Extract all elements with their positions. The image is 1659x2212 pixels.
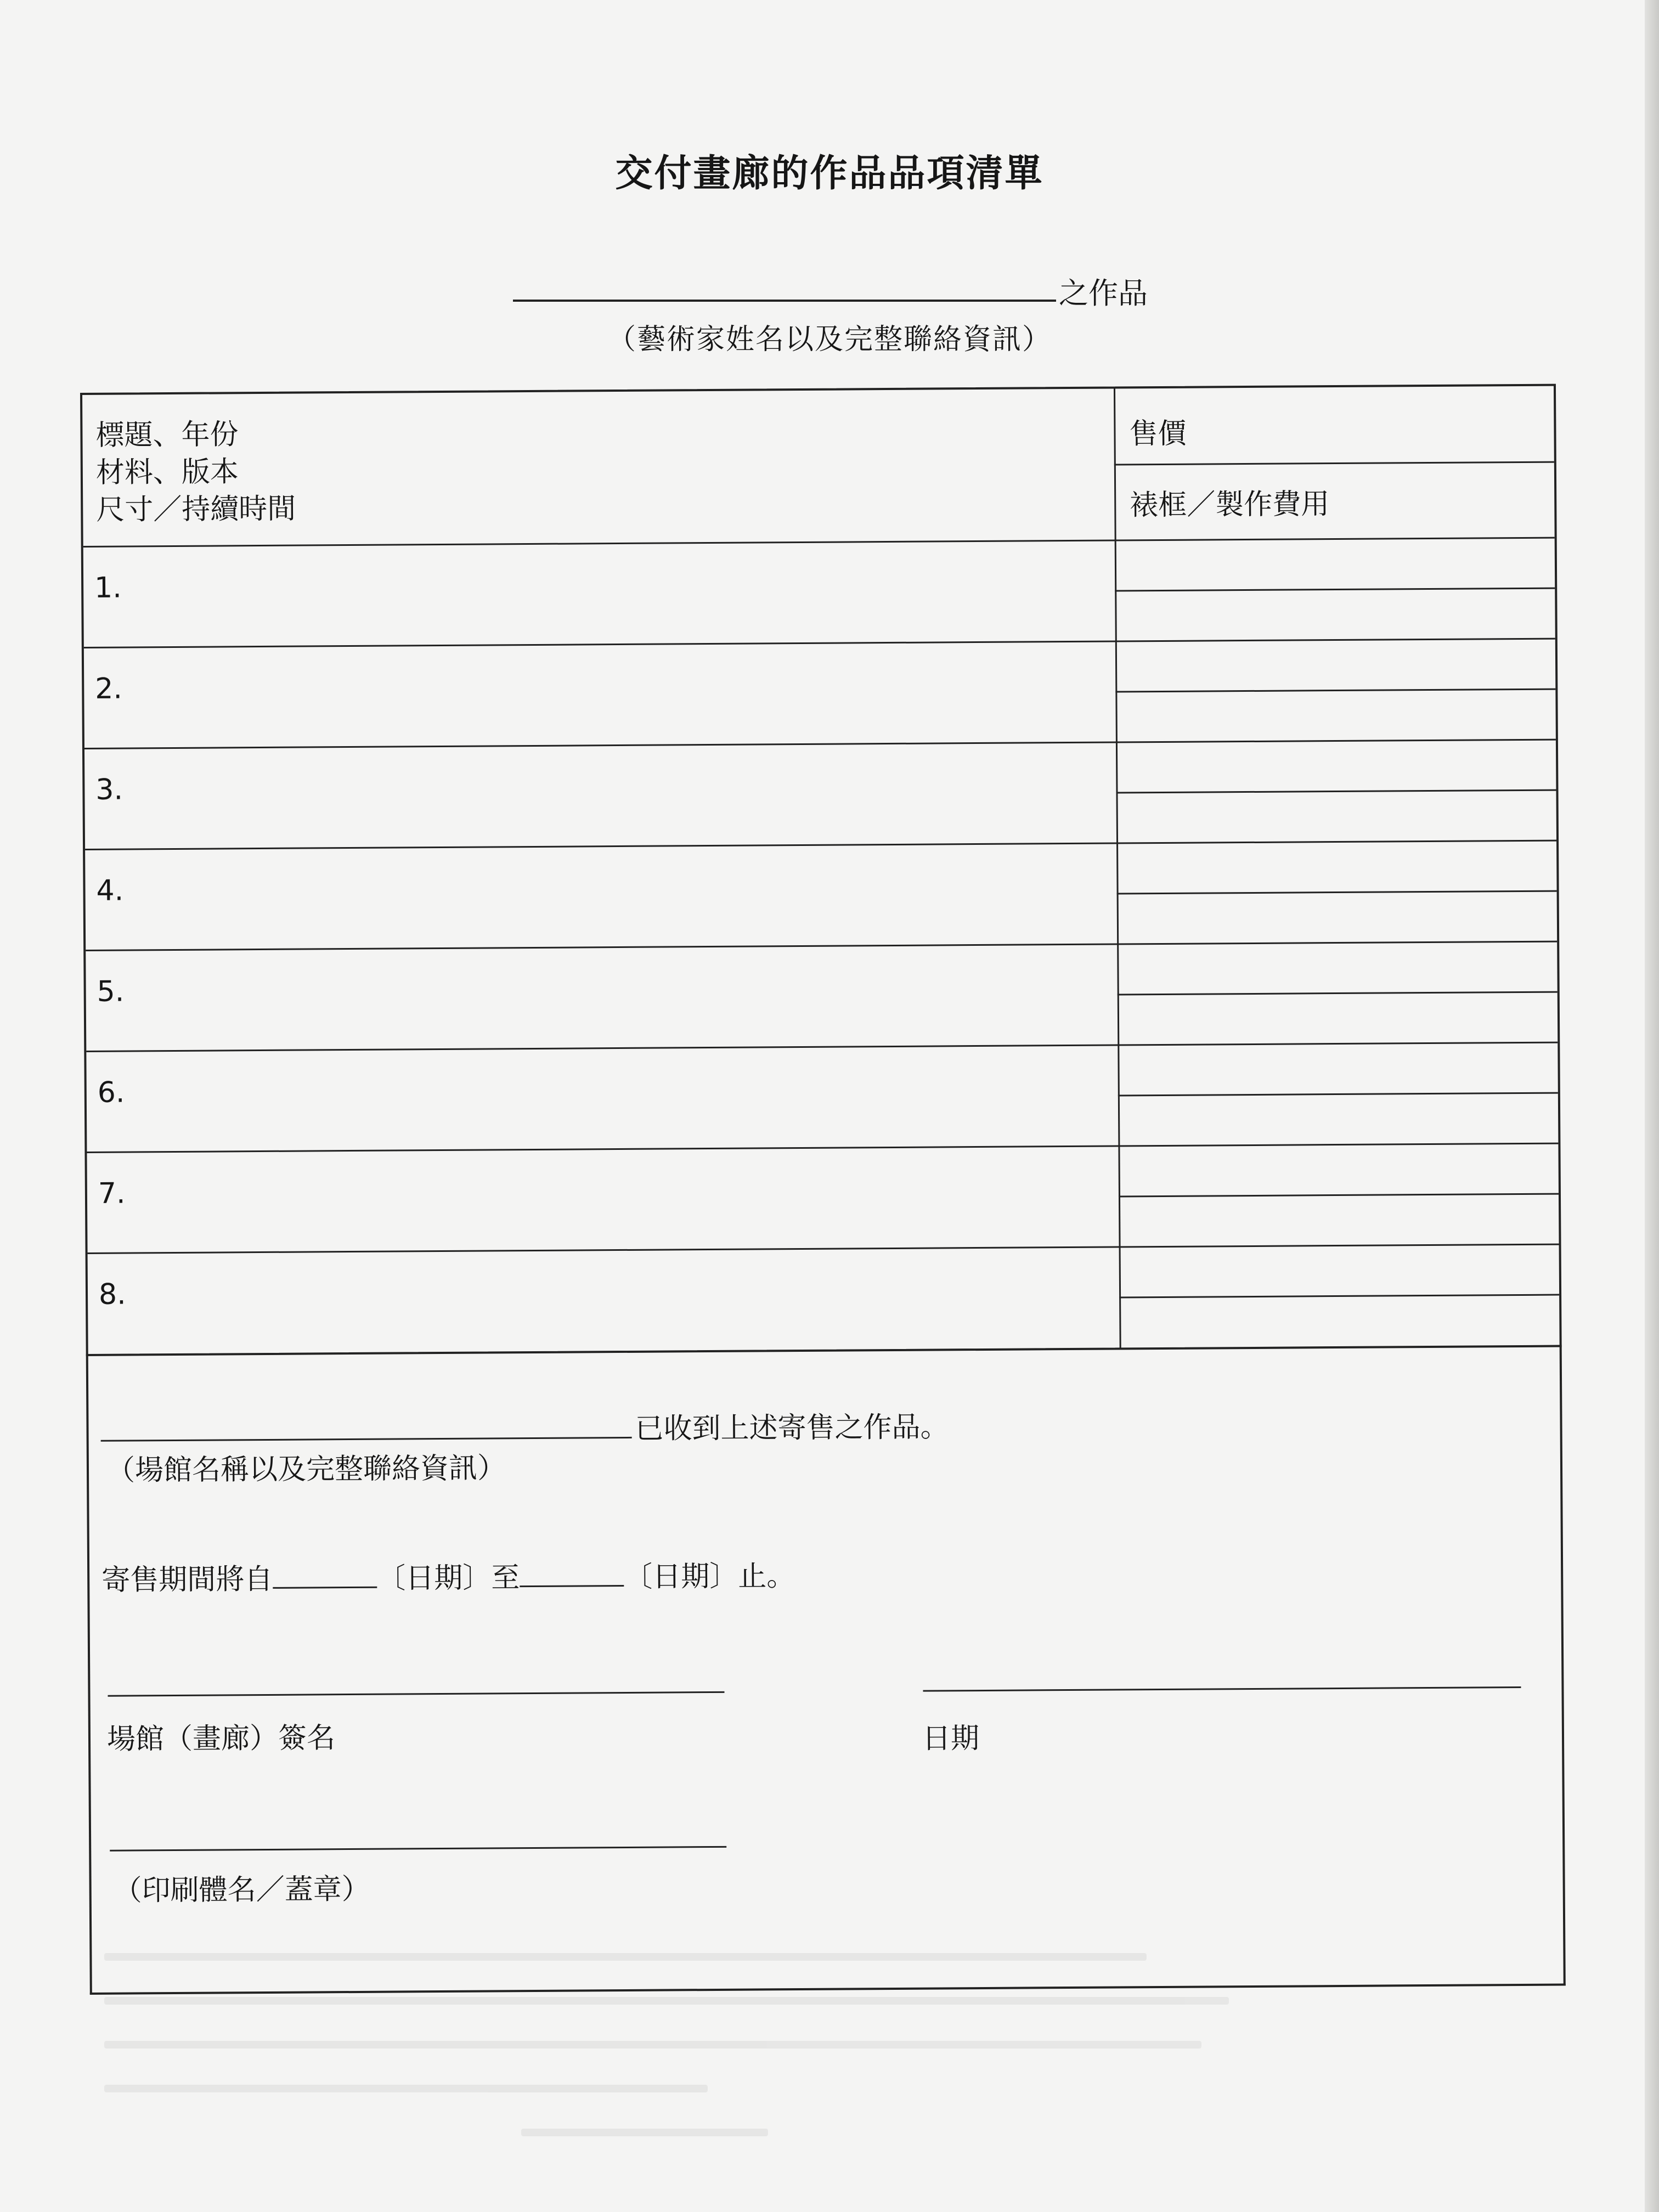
table-row-number: 8. — [98, 1278, 126, 1311]
date-label: 日期 — [922, 1722, 980, 1756]
artwork-table — [80, 384, 1562, 1356]
end-date-field[interactable] — [520, 1563, 624, 1587]
period-prefix: 寄售期間將自 — [101, 1562, 273, 1597]
page-title: 交付畫廊的作品品項清單 — [615, 152, 1044, 195]
table-row-rule — [84, 638, 1555, 648]
table-row-number: 5. — [97, 975, 125, 1008]
header-size-duration: 尺寸／持續時間 — [96, 492, 296, 527]
header-price-rule — [1114, 461, 1554, 466]
table-row-rule — [88, 1244, 1559, 1254]
venue-note: （場館名稱以及完整聯絡資訊） — [106, 1452, 506, 1487]
date-field[interactable] — [923, 1686, 1521, 1692]
table-row-rule — [86, 1042, 1558, 1052]
date-label-end: 〔日期〕止。 — [624, 1560, 795, 1594]
table-row-rule — [85, 840, 1556, 850]
header-frame-cost: 裱框／製作費用 — [1130, 488, 1330, 522]
artist-name-field[interactable] — [513, 300, 1056, 302]
header-price: 售價 — [1129, 417, 1187, 451]
date-label-start: 〔日期〕至 — [377, 1561, 520, 1595]
table-row-rule — [84, 739, 1556, 749]
table-header-description — [95, 416, 296, 529]
price-cell-rule — [1117, 890, 1557, 895]
price-cell-rule — [1119, 1294, 1559, 1299]
venue-name-field[interactable] — [101, 1437, 632, 1442]
received-text: 已收到上述寄售之作品。 — [635, 1410, 949, 1446]
signature-field[interactable] — [108, 1691, 725, 1697]
price-cell-rule — [1115, 588, 1555, 592]
header-material-edition: 材料、版本 — [95, 455, 239, 489]
form-frame — [80, 384, 1566, 1995]
price-cell-rule — [1118, 991, 1558, 996]
print-name-field[interactable] — [110, 1846, 726, 1852]
table-row-number: 3. — [95, 773, 123, 806]
signature-label: 場館（畫廊）簽名 — [106, 1722, 336, 1756]
table-row-rule — [86, 941, 1557, 951]
receipt-section — [86, 1345, 1566, 1995]
table-row-number: 1. — [94, 571, 122, 605]
artist-note: （藝術家姓名以及完整聯絡資訊） — [607, 323, 1052, 356]
price-cell-rule — [1118, 1092, 1558, 1097]
table-row-number: 4. — [96, 874, 124, 907]
header-bottom-rule — [83, 537, 1555, 548]
table-row-number: 2. — [95, 672, 123, 706]
table-row-number: 6. — [97, 1076, 125, 1109]
price-cell-rule — [1115, 689, 1555, 693]
header-title-year: 標題、年份 — [95, 418, 239, 452]
table-row-number: 7. — [98, 1177, 126, 1210]
table-row-rule — [87, 1143, 1558, 1153]
artist-suffix: 之作品 — [1059, 276, 1148, 311]
consignment-period — [101, 1553, 795, 1598]
column-divider — [1114, 388, 1121, 1347]
start-date-field[interactable] — [273, 1565, 377, 1589]
print-name-label: （印刷體名／蓋章） — [113, 1872, 370, 1908]
price-cell-rule — [1119, 1193, 1559, 1198]
price-cell-rule — [1116, 789, 1556, 794]
